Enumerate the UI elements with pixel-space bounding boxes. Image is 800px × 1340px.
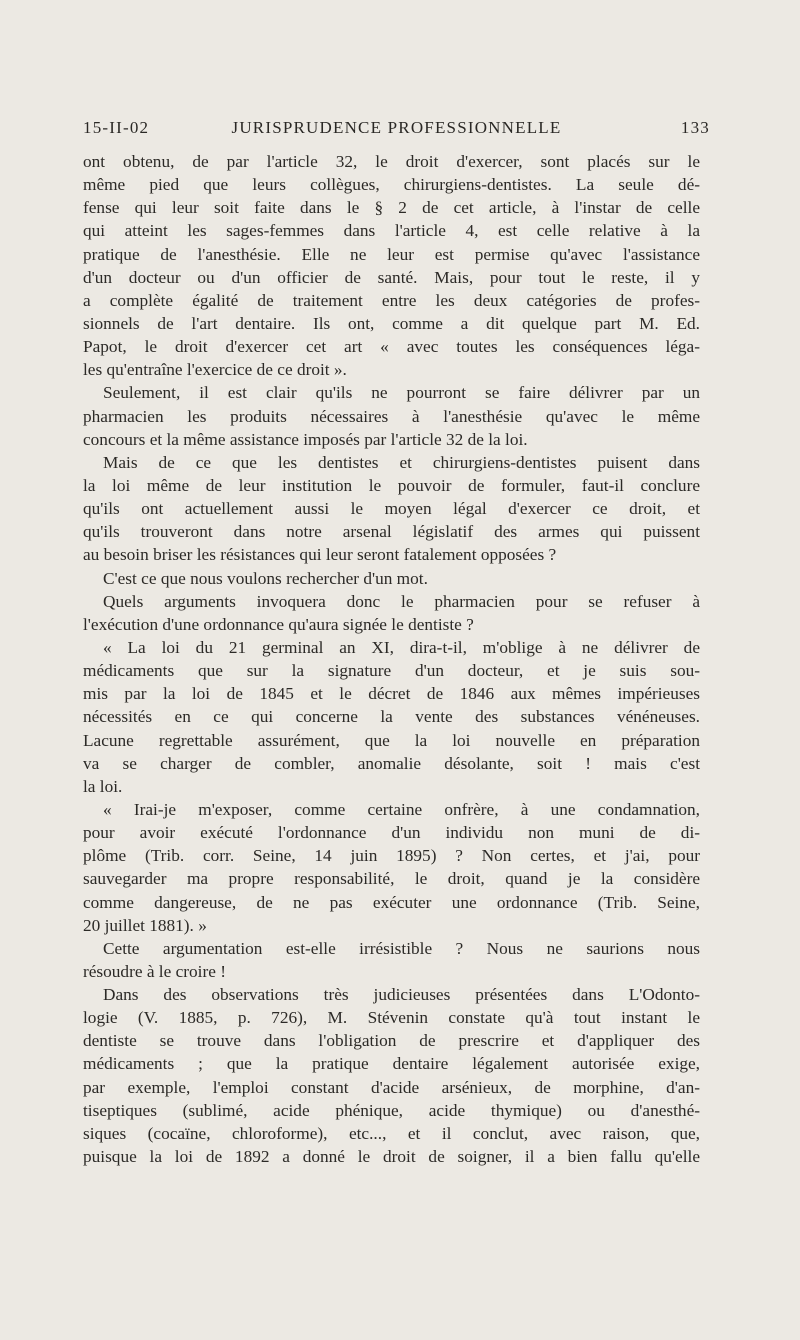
text-line: l'exécution d'une ordonnance qu'aura signée le dentiste ? [83, 614, 474, 634]
text-line: Lacune regrettable assurément, que la loi nouvelle en préparation [83, 730, 700, 750]
text-line: qui atteint les sages-femmes dans l'article 4, est celle relative à la [83, 221, 700, 241]
text-line: qu'ils trouveront dans notre arsenal législatif des armes qui puissent [83, 522, 700, 542]
text-line: médicaments ; que la pratique dentaire légalement autorisée exige, [83, 1054, 700, 1074]
text-line: Mais de ce que les dentistes et chirurgiens-dentistes puisent dans [103, 452, 700, 472]
text-line: sionnels de l'art dentaire. Ils ont, comme a dit quelque part M. Ed. [83, 313, 700, 333]
body-text [83, 150, 700, 1168]
text-line: qu'ils ont actuellement aussi le moyen légal d'exercer ce droit, et [83, 499, 700, 519]
text-line: au besoin briser les résistances qui leur seront fatalement opposées ? [83, 545, 557, 565]
text-line: dentiste se trouve dans l'obligation de prescrire et d'appliquer des [83, 1031, 700, 1051]
text-line: Papot, le droit d'exercer cet art « avec toutes les conséquences léga- [83, 337, 700, 357]
text-line: Cette argumentation est-elle irrésistible ? Nous ne saurions nous [103, 938, 700, 958]
text-line: a complète égalité de traitement entre les deux catégories de profes- [83, 290, 700, 310]
running-header [83, 118, 710, 144]
text-line: la loi même de leur institution le pouvoir de formuler, faut-il conclure [83, 475, 700, 495]
text-line: résoudre à le croire ! [83, 961, 226, 981]
text-line: comme dangereuse, de ne pas exécuter une ordonnance (Trib. Seine, [83, 892, 700, 912]
text-line: tiseptiques (sublimé, acide phénique, acide thymique) ou d'anesthé- [83, 1100, 700, 1120]
text-line: C'est ce que nous voulons rechercher d'un mot. [103, 568, 428, 588]
text-line: Quels arguments invoquera donc le pharmacien pour se refuser à [103, 591, 700, 611]
text-line: pour avoir exécuté l'ordonnance d'un individu non muni de di- [83, 823, 700, 843]
text-line: par exemple, l'emploi constant d'acide arsénieux, de morphine, d'an- [83, 1077, 700, 1097]
text-line: 20 juillet 1881). » [83, 915, 207, 935]
text-line: puisque la loi de 1892 a donné le droit de soigner, il a bien fallu qu'elle [83, 1147, 700, 1167]
header-title: JURISPRUDENCE PROFESSIONNELLE [231, 118, 562, 137]
text-line: « Irai-je m'exposer, comme certaine onfrère, à une condamnation, [103, 799, 700, 819]
text-line: médicaments que sur la signature d'un docteur, et je suis sou- [83, 661, 700, 681]
text-line: va se charger de combler, anomalie désolante, soit ! mais c'est [83, 753, 700, 773]
header-date: 15-II-02 [83, 118, 150, 137]
text-line: fense qui leur soit faite dans le § 2 de cet article, à l'instar de celle [83, 198, 700, 218]
text-line: pratique de l'anesthésie. Elle ne leur est permise qu'avec l'assistance [83, 244, 700, 264]
text-line: la loi. [83, 776, 123, 796]
text-line: Dans des observations très judicieuses présentées dans L'Odonto- [103, 985, 700, 1005]
text-line: mis par la loi de 1845 et le décret de 1846 aux mêmes impérieuses [83, 684, 700, 704]
text-line: « La loi du 21 germinal an XI, dira-t-il, m'oblige à ne délivrer de [103, 637, 700, 657]
text-line: sauvegarder ma propre responsabilité, le droit, quand je la considère [83, 869, 700, 889]
text-line: plôme (Trib. corr. Seine, 14 juin 1895) ? Non certes, et j'ai, pour [83, 846, 700, 866]
page-number: 133 [680, 118, 710, 137]
text-line: siques (cocaïne, chloroforme), etc..., et il conclut, avec raison, que, [83, 1123, 700, 1143]
text-line: Seulement, il est clair qu'ils ne pourront se faire délivrer par un [103, 383, 700, 403]
text-line: nécessités en ce qui concerne la vente des substances vénéneuses. [83, 707, 700, 727]
text-line: pharmacien les produits nécessaires à l'anesthésie qu'avec le même [83, 406, 700, 426]
text-line: d'un docteur ou d'un officier de santé. Mais, pour tout le reste, il y [83, 267, 700, 287]
text-line: ont obtenu, de par l'article 32, le droit d'exercer, sont placés sur le [83, 152, 700, 171]
text-line: les qu'entraîne l'exercice de ce droit ». [83, 360, 347, 380]
text-line: logie (V. 1885, p. 726), M. Stévenin constate qu'à tout instant le [83, 1008, 700, 1028]
text-line: concours et la même assistance imposés par l'article 32 de la loi. [83, 429, 528, 449]
text-line: même pied que leurs collègues, chirurgiens-dentistes. La seule dé- [83, 175, 700, 195]
